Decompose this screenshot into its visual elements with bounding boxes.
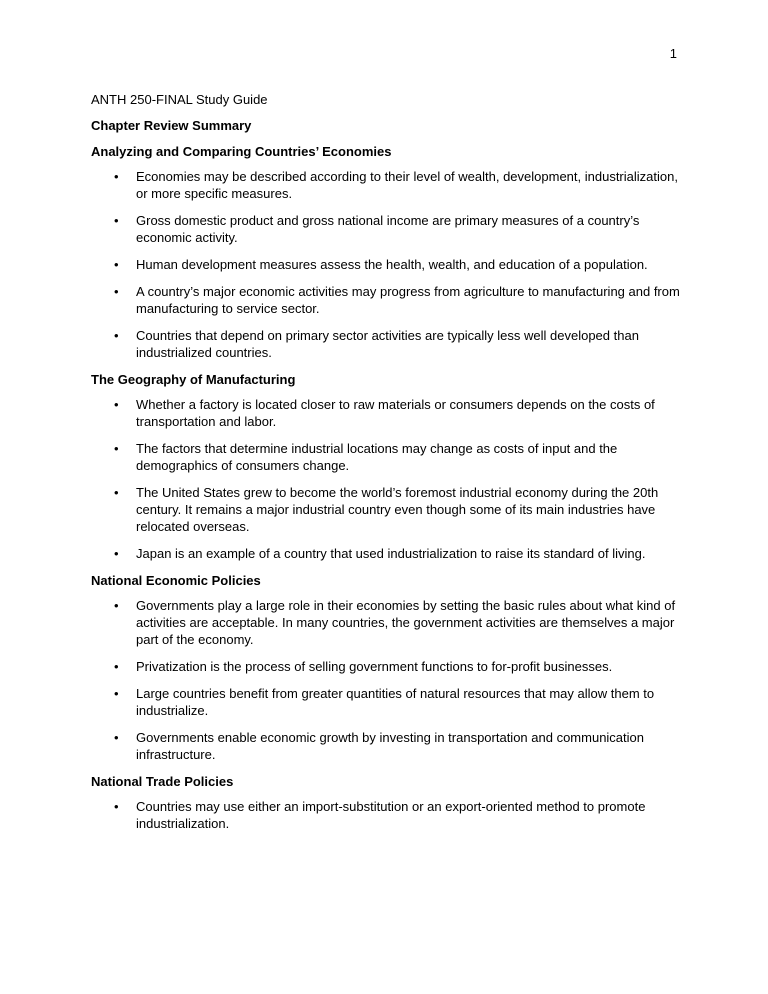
- bullet-icon: •: [114, 257, 119, 272]
- bullet-list: [91, 396, 681, 562]
- bullet-text: Human development measures assess the health, wealth, and education of a population.: [136, 257, 648, 272]
- bullet-item: [91, 256, 681, 273]
- bullet-item: [91, 168, 681, 202]
- bullet-text: The factors that determine industrial locations may change as costs of input and the demographics of consumers change.: [136, 441, 618, 473]
- bullet-icon: •: [114, 169, 119, 184]
- bullet-icon: •: [114, 686, 119, 701]
- bullet-text: Whether a factory is located closer to raw materials or consumers depends on the costs of transportation and labor.: [136, 397, 655, 429]
- bullet-item: [91, 658, 681, 675]
- document-title: ANTH 250-FINAL Study Guide: [91, 92, 268, 107]
- bullet-text: Economies may be described according to their level of wealth, development, industrialization, or more specific measures.: [136, 169, 678, 201]
- bullet-item: [91, 327, 681, 361]
- bullet-text: Large countries benefit from greater quantities of natural resources that may allow them to industrialize.: [136, 686, 655, 718]
- bullet-text: Privatization is the process of selling government functions to for-profit businesses.: [136, 659, 613, 674]
- bullet-item: [91, 440, 681, 474]
- bullet-icon: •: [114, 485, 119, 500]
- bullet-icon: •: [114, 730, 119, 745]
- bullet-list: [91, 168, 681, 361]
- bullet-item: [91, 545, 681, 562]
- bullet-item: [91, 212, 681, 246]
- bullet-item: [91, 729, 681, 763]
- bullet-item: [91, 597, 681, 648]
- bullet-item: [91, 798, 681, 832]
- document-body: [91, 91, 681, 842]
- bullet-item: [91, 685, 681, 719]
- bullet-item: [91, 396, 681, 430]
- bullet-icon: •: [114, 598, 119, 613]
- bullet-text: Gross domestic product and gross national income are primary measures of a country’s economic activity.: [136, 213, 640, 245]
- bullet-icon: •: [114, 328, 119, 343]
- section-heading: National Economic Policies: [91, 573, 261, 588]
- bullet-list: [91, 597, 681, 763]
- bullet-text: Countries may use either an import-substitution or an export-oriented method to promote industrialization.: [136, 799, 646, 831]
- sections-container: [91, 143, 681, 832]
- bullet-icon: •: [114, 659, 119, 674]
- bullet-item: [91, 283, 681, 317]
- section-heading: The Geography of Manufacturing: [91, 372, 296, 387]
- bullet-text: Governments enable economic growth by investing in transportation and communication infrastructure.: [136, 730, 644, 762]
- section-heading: Analyzing and Comparing Countries’ Economies: [91, 144, 392, 159]
- bullet-icon: •: [114, 441, 119, 456]
- bullet-item: [91, 484, 681, 535]
- bullet-text: Governments play a large role in their economies by setting the basic rules about what kind of activities are acceptable. In many countries, the government activities are themselves a major part of the economy.: [136, 598, 676, 647]
- bullet-icon: •: [114, 546, 119, 561]
- bullet-text: Japan is an example of a country that used industrialization to raise its standard of living.: [136, 546, 646, 561]
- bullet-text: Countries that depend on primary sector activities are typically less well developed than industrialized countries.: [136, 328, 639, 360]
- bullet-text: A country’s major economic activities may progress from agriculture to manufacturing and from manufacturing to service sector.: [136, 284, 680, 316]
- section-heading: National Trade Policies: [91, 774, 234, 789]
- bullet-icon: •: [114, 284, 119, 299]
- bullet-text: The United States grew to become the world’s foremost industrial economy during the 20th century. It remains a major industrial country even though some of its main industries have relocated overseas.: [136, 485, 659, 534]
- bullet-icon: •: [114, 397, 119, 412]
- bullet-icon: •: [114, 799, 119, 814]
- page-number: 1: [669, 46, 677, 61]
- bullet-list: [91, 798, 681, 832]
- bullet-icon: •: [114, 213, 119, 228]
- summary-heading: Chapter Review Summary: [91, 118, 252, 133]
